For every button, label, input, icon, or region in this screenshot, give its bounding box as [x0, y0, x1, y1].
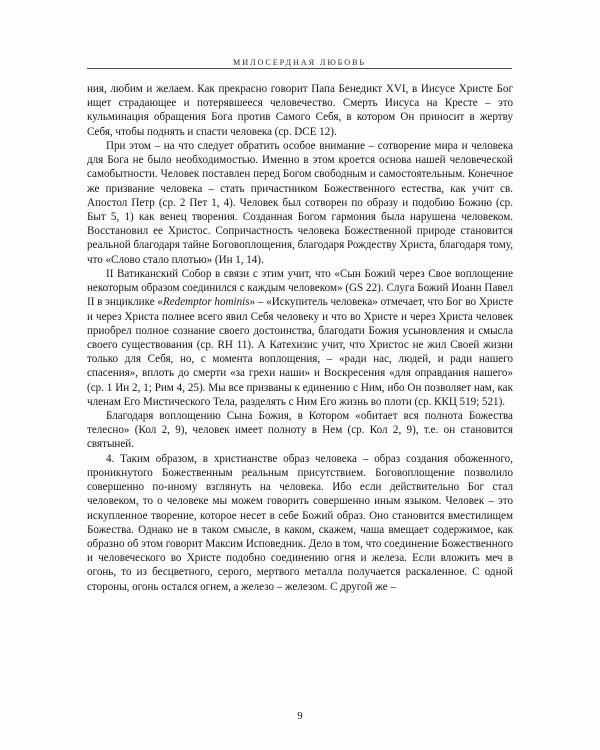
paragraph: II Ватиканский Собор в связи с этим учит, что «Сын Божий через Свое воплощение некоторым образом соединился с каждым человеком» (GS 22). Слуга Божий Иоанн Павел II в энциклике «Redemptor hominis» – «Искупитель человека» отмечает, что Бог во Христе и через Христа полнее всего явил Себя человеку и что во Христе и через Христа человек приобрел полное сознание своего достоинства, благодати Божия усыновления и смысла своего существования (ср. RH 11). А Катехизис учит, что Христос не жил Своей жизни только для Себя, но, с момента воплощения, – «ради нас, людей, и ради нашего спасения», вплоть до смерти «за грехи наши» и Воскресения «для оправдания нашего» (ср. 1 Ин 2, 1; Рим 4, 25). Мы все призваны к единению с Ним, ибо Он позволяет нам, как членам Его Мистического Тела, разделять с Ним Его жизнь во плоти (ср. ККЦ 519; 521).	[87, 267, 514, 408]
page-number: 9	[297, 711, 303, 722]
italic-title: Redemptor hominis	[162, 296, 250, 309]
paragraph: ния, любим и желаем. Как прекрасно говорит Папа Бенедикт XVI, в Иисусе Христе Бог ищет страдающее и потерявшееся человечество. Смерть Иисуса на Кресте – это кульминация обращения Бога против Самого Себя, в котором Он приносит в жертву Себя, чтобы поднять и спасти человека (ср. DCE 12).	[87, 83, 513, 138]
paragraph: При этом – на что следует обратить особое внимание – сотворение мира и человека для Бога не было необходимостью. Именно в этом кроется основа нашей человеческой самобытности. Человек поставлен перед Богом свободным и самостоятельным. Конечное же призвание человека – стать причастником Божественного естества, как учит св. Апостол Петр (ср. 2 Пет 1, 4). Человек был сотворен по образу и подобию Божию (ср. Быт 5, 1) как венец творения. Созданная Богом гармония была нарушена человеком. Восстановил ее Христос. Сопричастность человека Божественной природе становится реальной благодаря тайне Боговоплощения, благодаря Рождеству Христа, благодаря тому, что «Слово стало плотью» (Ин 1, 14).	[87, 139, 513, 266]
paragraph: Благодаря воплощению Сына Божия, в Котором «обитает вся полнота Божества телесно» (Кол 2, 9), человек имеет полноту в Нем (ср. Кол 2, 9), т.е. он становится святыней.	[87, 410, 513, 451]
running-head-rule	[87, 68, 512, 69]
running-head-title: МИЛОСЕРДНАЯ ЛЮБОВЬ	[233, 58, 366, 67]
body-text-block	[87, 82, 513, 594]
folio	[0, 706, 600, 724]
paragraph: 4. Таким образом, в христианстве образ человека – образ создания обоженного, проникнутого Божественным реальным присутствием. Боговоплощение позволило совершенно по-иному взглянуть на человека. Ибо если действительно Бог стал человеком, то о человеке мы можем говорить совершенно иным языком. Человек – это искупленное творение, которое несет в себе Божий образ. Оно становится вместилищем Божества. Однако не в таком смысле, в каком, скажем, чаша вмещает содержимое, как образно об этом говорит Максим Исповедник. Дело в том, что соединение Божественного и человеческого во Христе подобно соединению огня и железа. Если вложить меч в огонь, то из бесцветного, серого, мертвого металла получается раскаленное. С одной стороны, огонь остался огнем, а железо – железом. С другой же –	[87, 452, 513, 593]
